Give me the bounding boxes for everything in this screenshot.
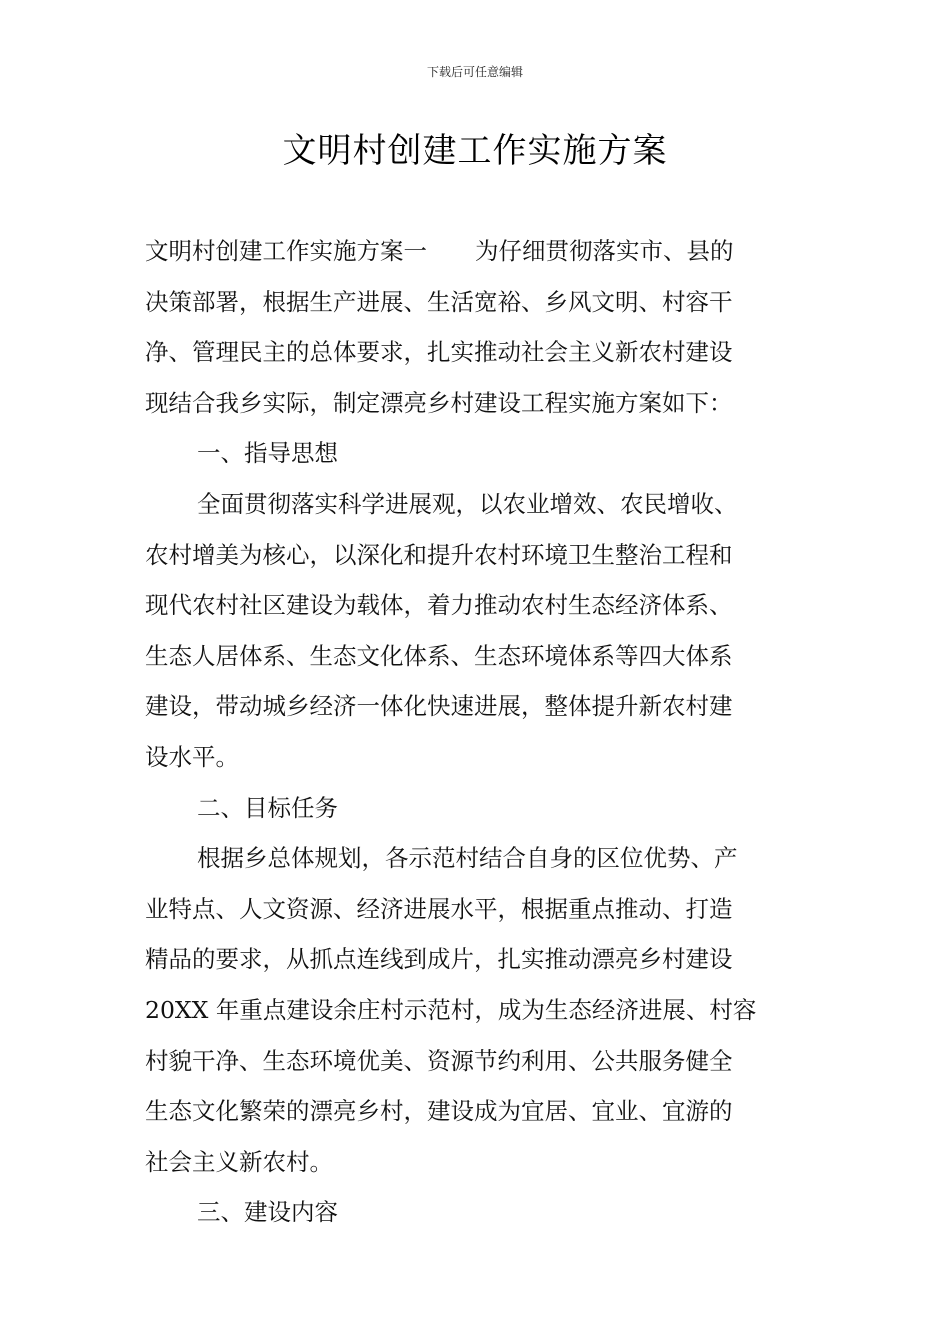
section1-line: 建设，带动城乡经济一体化快速进展，整体提升新农村建 [145,692,733,721]
section2-line: 根据乡总体规划，各示范村结合自身的区位优势、产 [197,844,738,873]
section-heading-construction-content: 三、建设内容 [197,1198,338,1227]
section1-line: 农村增美为核心，以深化和提升农村环境卫生整治工程和 [145,540,733,569]
section2-line: 业特点、人文资源、经济进展水平，根据重点推动、打造 [145,894,733,923]
section2-line: 精品的要求，从抓点连线到成片，扎实推动漂亮乡村建设 [145,945,733,974]
section2-line: 生态文化繁荣的漂亮乡村，建设成为宜居、宜业、宜游的 [145,1097,733,1126]
intro-line: 净、管理民主的总体要求，扎实推动社会主义新农村建设 [145,338,733,367]
section-heading-guiding-ideology: 一、指导思想 [197,439,338,468]
intro-paragraph-line-1 [145,226,810,277]
intro-lead: 文明村创建工作实施方案一 [145,237,427,265]
section1-line: 生态人居体系、生态文化体系、生态环境体系等四大体系 [145,641,733,670]
document-body [145,226,810,1238]
section2-line: 社会主义新农村。 [145,1147,333,1176]
intro-line: 为仔细贯彻落实市、县的 [475,237,734,265]
section2-line: 村貌干净、生态环境优美、资源节约利用、公共服务健全 [145,1046,733,1075]
section-heading-goals: 二、目标任务 [197,793,338,822]
page-header-note: 下载后可任意编辑 [426,65,523,79]
section1-line: 设水平。 [145,742,239,771]
document-title: 文明村创建工作实施方案 [282,131,668,171]
section2-line: 20XX 年重点建设余庄村示范村，成为生态经济进展、村容 [145,995,757,1024]
section1-line: 现代农村社区建设为载体，着力推动农村生态经济体系、 [145,591,733,620]
section1-line: 全面贯彻落实科学进展观，以农业增效、农民增收、 [197,489,738,518]
intro-line: 决策部署，根据生产进展、生活宽裕、乡风文明、村容干 [145,287,733,316]
intro-line: 现结合我乡实际，制定漂亮乡村建设工程实施方案如下： [145,388,733,417]
